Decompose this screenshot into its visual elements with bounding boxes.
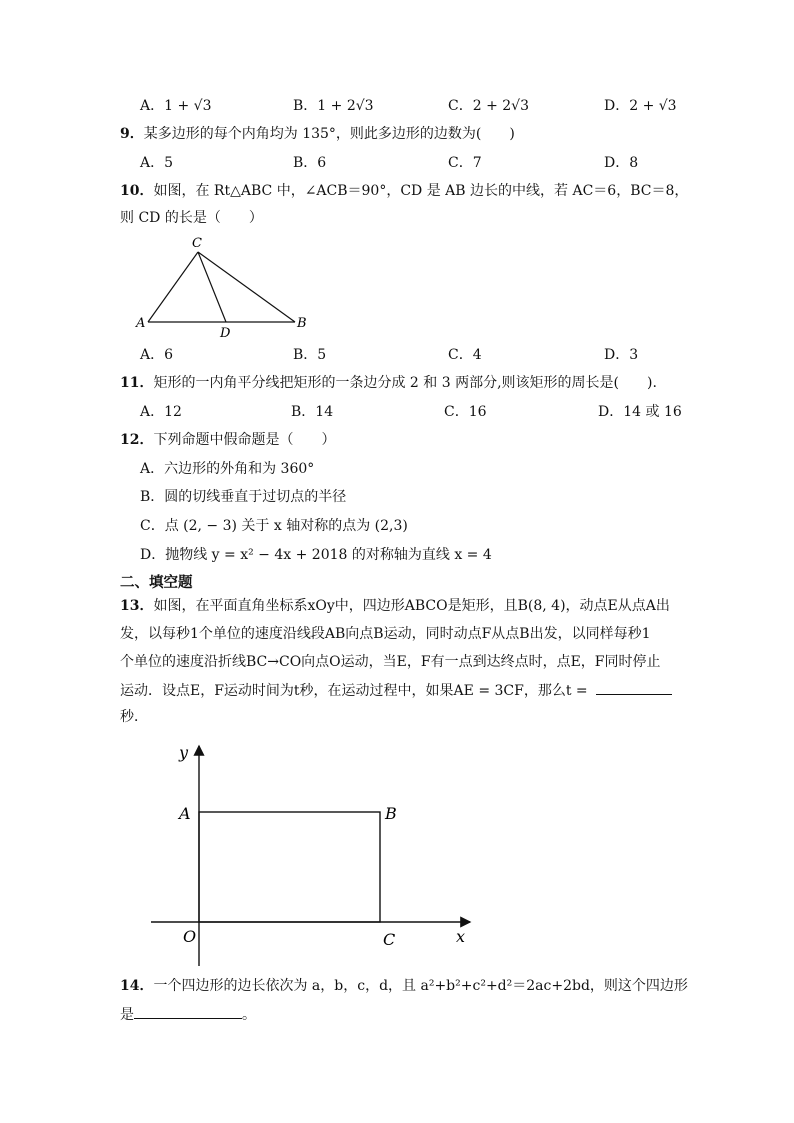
- q10-stem-line1: [120, 181, 688, 201]
- q8-option-d: D．2 + √3: [604, 98, 677, 114]
- q11-text: 矩形的一内角平分线把矩形的一条边分成 2 和 3 两部分,则该矩形的周长是( ).: [153, 375, 657, 391]
- q10-side-ca: [148, 252, 198, 322]
- q10-option-c: C．4: [448, 347, 482, 363]
- q12-number: 12．: [120, 432, 154, 448]
- q14-text-line1: 一个四边形的边长依次为 a，b，c，d，且 a²+b²+c²+d²＝2ac+2bd，则这个四边形: [153, 978, 688, 994]
- q13-coordinate-figure: [145, 738, 485, 968]
- q14-stem-line1: [120, 976, 688, 996]
- q11-option-b: B．14: [291, 404, 334, 420]
- q12-stem: [120, 430, 335, 450]
- q10-label-d: D: [220, 326, 231, 341]
- q14-number: 14．: [120, 978, 154, 994]
- q9-option-b: B．6: [293, 155, 327, 171]
- q10-number: 10．: [120, 183, 154, 199]
- q12-option-a: A．六边形的外角和为 360°: [140, 461, 315, 477]
- q13-label-y: y: [179, 743, 189, 762]
- q10-stem-line2: 则 CD 的长是（ ）: [120, 210, 263, 226]
- q13-text-line1: 如图，在平面直角坐标系xOy中，四边形ABCO是矩形，且B(8, 4)，动点E从点A出: [153, 598, 670, 614]
- q10-option-b: B．5: [293, 347, 327, 363]
- q13-label-x: x: [456, 927, 466, 946]
- q10-option-d: D．3: [604, 347, 639, 363]
- q11-option-d: D．14 或 16: [598, 404, 682, 420]
- q13-rectangle-abco: [199, 812, 380, 922]
- q8-option-a: A．1 + √3: [140, 98, 212, 114]
- q12-option-c: C．点 (2, − 3) 关于 x 轴对称的点为 (2,3): [140, 518, 408, 534]
- q10-text-line1: 如图，在 Rt△ABC 中，∠ACB＝90°，CD 是 AB 边长的中线，若 AC＝6，BC＝8，: [153, 183, 689, 199]
- q13-stem-line1: [120, 596, 670, 616]
- section-heading: 二、填空题: [120, 574, 193, 591]
- q13-label-b: B: [385, 804, 397, 823]
- q13-stem-line3: 个单位的速度沿折线BC→CO向点O运动，当E，F有一点到达终点时，点E，F同时停止: [120, 654, 661, 670]
- q13-stem-line4: [120, 680, 672, 701]
- q14-answer-blank[interactable]: [134, 1004, 242, 1019]
- q12-option-b: B．圆的切线垂直于过切点的半径: [140, 489, 347, 505]
- q11-option-c: C．16: [444, 404, 487, 420]
- q11-option-a: A．12: [140, 404, 182, 420]
- q10-option-a: A．6: [140, 347, 174, 363]
- q10-label-b: B: [297, 316, 307, 331]
- q13-answer-blank[interactable]: [596, 680, 672, 695]
- q9-stem: [120, 124, 515, 144]
- q12-option-d: D．抛物线 y = x² − 4x + 2018 的对称轴为直线 x = 4: [140, 547, 492, 563]
- q10-triangle-figure: [130, 232, 320, 342]
- q13-label-c: C: [383, 930, 396, 949]
- q13-label-a: A: [179, 804, 191, 823]
- q9-option-d: D．8: [604, 155, 639, 171]
- q8-option-b: B．1 + 2√3: [293, 98, 374, 114]
- q11-stem: [120, 373, 657, 393]
- q9-option-a: A．5: [140, 155, 174, 171]
- q10-label-a: A: [136, 316, 146, 331]
- q13-text-line4: 运动．设点E，F运动时间为t秒，在运动过程中，如果AE = 3CF，那么t =: [120, 683, 588, 699]
- q13-stem-line5: 秒．: [120, 709, 148, 725]
- q9-option-c: C．7: [448, 155, 482, 171]
- q13-stem-line2: 发，以每秒1个单位的速度沿线段AB向点B运动，同时动点F从点B出发，以同样每秒1: [120, 626, 651, 642]
- q13-label-o: O: [183, 927, 197, 946]
- q12-text: 下列命题中假命题是（ ）: [153, 432, 336, 448]
- q9-text: 某多边形的每个内角均为 135°，则此多边形的边数为( ): [143, 126, 515, 142]
- q9-number: 9．: [120, 126, 144, 142]
- q13-number: 13．: [120, 598, 154, 614]
- q14-text-prefix: 是: [120, 1007, 134, 1023]
- q10-label-c: C: [192, 236, 202, 251]
- q11-number: 11．: [120, 375, 154, 391]
- q8-option-c: C．2 + 2√3: [448, 98, 529, 114]
- q14-stem-line2: [120, 1004, 256, 1025]
- q14-text-suffix: 。: [242, 1007, 256, 1023]
